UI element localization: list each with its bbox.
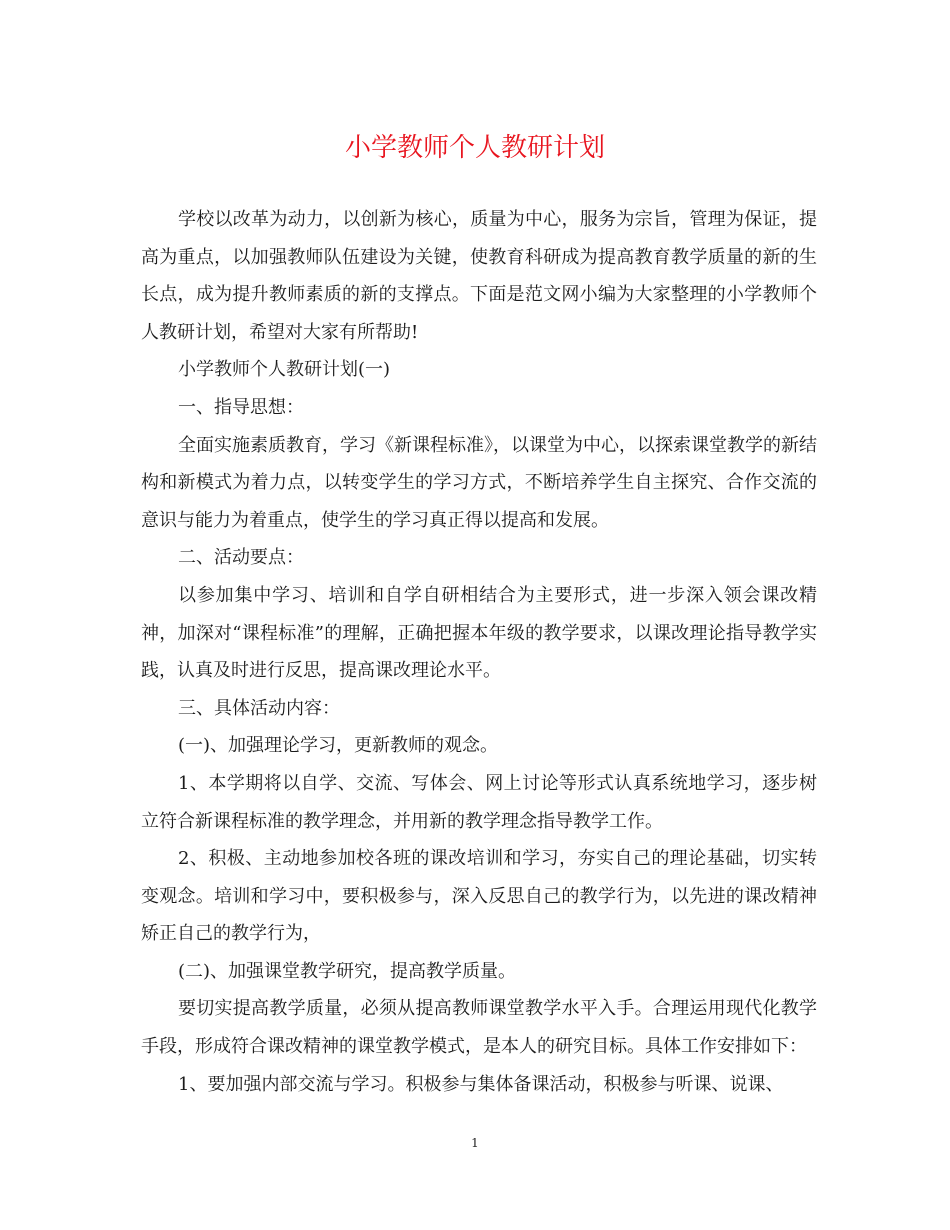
activity-points-paragraph: 以参加集中学习、培训和自学自研相结合为主要形式，进一步深入领会课改精神，加深对“课程标准”的理解，正确把握本年级的教学要求，以课改理论指导教学实践，认真及时进行反思，提高课改理论水平。: [141, 584, 817, 682]
subsection-heading-theory-study: (一)、加强理论学习，更新教师的观念。: [178, 735, 499, 757]
guiding-ideology-paragraph: 全面实施素质教育，学习《新课程标准》，以课堂为中心，以探索课堂教学的新结构和新模式为着力点，以转变学生的学习方式，不断培养学生自主探究、合作交流的意识与能力为着重点，使学生的学习真正得以提高和发展。: [141, 434, 817, 531]
classroom-research-paragraph: 要切实提高教学质量，必须从提高教师课堂教学水平入手。合理运用现代化教学手段，形成符合课改精神的课堂教学模式，是本人的研究目标。具体工作安排如下：: [141, 998, 817, 1058]
page-number: 1: [471, 1136, 479, 1150]
section-heading-activity-content: 三、具体活动内容：: [178, 697, 340, 719]
page-title: 小学教师个人教研计划: [344, 133, 605, 163]
list-item-internal-exchange: 1、要加强内部交流与学习。积极参与集体备课活动，积极参与听课、说课、: [178, 1073, 784, 1095]
section-heading-guiding-ideology: 一、指导思想：: [178, 396, 304, 418]
plan-subtitle: 小学教师个人教研计划(一): [178, 359, 391, 381]
subsection-heading-classroom-research: (二)、加强课堂教学研究，提高教学质量。: [178, 960, 517, 982]
document-body: [141, 201, 817, 1103]
list-item-1: 1、本学期将以自学、交流、写体会、网上讨论等形式认真系统地学习，逐步树立符合新课程标准的教学理念，并用新的教学理念指导教学工作。: [141, 772, 817, 832]
intro-paragraph: 学校以改革为动力，以创新为核心，质量为中心，服务为宗旨，管理为保证，提高为重点，以加强教师队伍建设为关键，使教育科研成为提高教育教学质量的新的生长点，成为提升教师素质的新的支撑点。下面是范文网小编为大家整理的小学教师个人教研计划，希望对大家有所帮助!: [141, 209, 817, 343]
list-item-2: 2、积极、主动地参加校各班的课改培训和学习，夯实自己的理论基础，切实转变观念。培训和学习中，要积极参与，深入反思自己的教学行为，以先进的课改精神矫正自己的教学行为，: [141, 848, 817, 945]
section-heading-activity-points: 二、活动要点：: [178, 547, 304, 569]
